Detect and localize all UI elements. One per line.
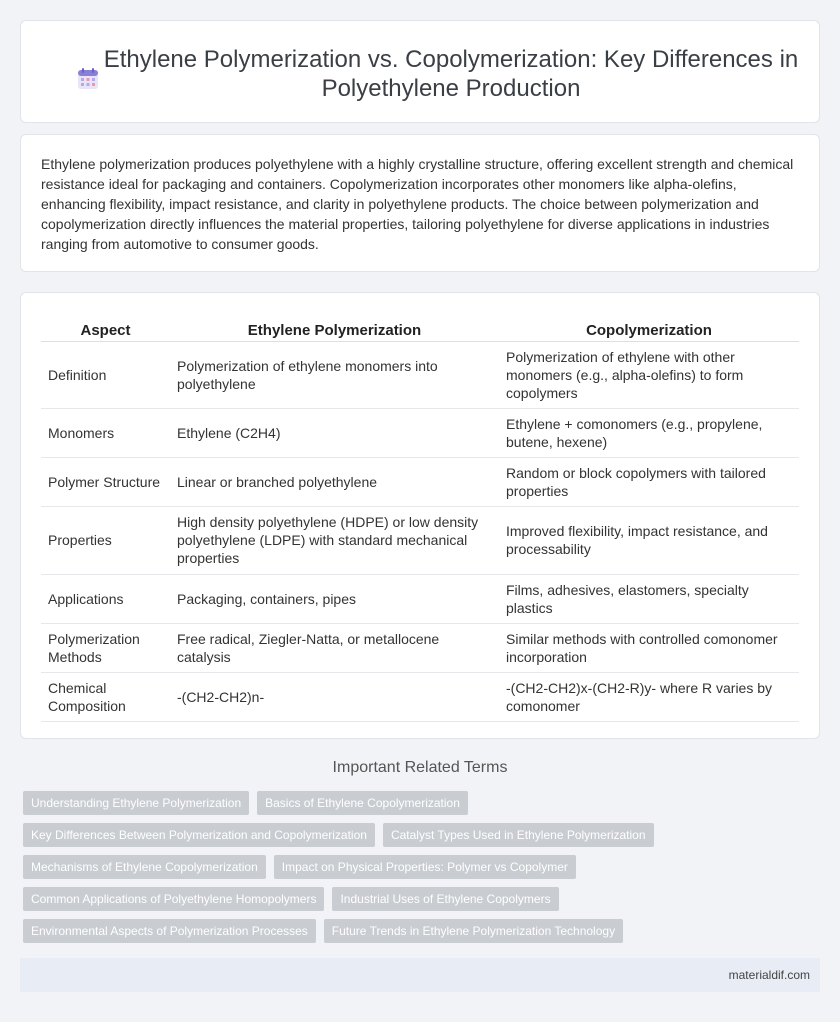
table-row (41, 672, 799, 721)
tag-row (23, 887, 663, 911)
row-polymerization: Polymerization of ethylene monomers into polyethylene (170, 341, 499, 408)
related-terms-list (23, 791, 663, 951)
table-row (41, 408, 799, 457)
tag-row (23, 919, 663, 943)
table-row (41, 457, 799, 506)
calendar-icon (76, 67, 100, 91)
table-row (41, 623, 799, 672)
row-copolymerization: Similar methods with controlled comonomer incorporation (499, 623, 799, 672)
related-term-link[interactable]: Environmental Aspects of Polymerization Processes (23, 919, 316, 943)
row-aspect: Chemical Composition (41, 672, 170, 721)
related-terms-heading: Important Related Terms (332, 759, 508, 776)
page-title: Ethylene Polymerization vs. Copolymerization: Key Differences in Polyethylene Production (103, 46, 799, 102)
related-term-link[interactable]: Understanding Ethylene Polymerization (23, 791, 249, 815)
row-polymerization: Ethylene (C2H4) (170, 408, 499, 457)
row-polymerization: Free radical, Ziegler-Natta, or metallocene catalysis (170, 623, 499, 672)
row-copolymerization: Ethylene + comonomers (e.g., propylene, butene, hexene) (499, 408, 799, 457)
related-term-link[interactable]: Common Applications of Polyethylene Homopolymers (23, 887, 324, 911)
row-aspect: Properties (41, 506, 170, 574)
row-copolymerization: Films, adhesives, elastomers, specialty plastics (499, 574, 799, 623)
row-copolymerization: Improved flexibility, impact resistance, and processability (499, 506, 799, 574)
comparison-table (41, 313, 799, 722)
footer (20, 958, 820, 992)
row-copolymerization: Polymerization of ethylene with other monomers (e.g., alpha-olefins) to form copolymers (499, 341, 799, 408)
tag-row (23, 791, 663, 815)
row-polymerization: Linear or branched polyethylene (170, 457, 499, 506)
intro-paragraph: Ethylene polymerization produces polyethylene with a highly crystalline structure, offering excellent strength and chemical resistance ideal for packaging and containers. Copolymerization incorporates other monomers like alpha-olefins, enhancing flexibility, impact resistance, and clarity in polyethylene products. The choice between polymerization and copolymerization directly influences the material properties, tailoring polyethylene for diverse applications in industries ranging from automotive to consumer goods. (41, 156, 794, 252)
intro-card (20, 134, 820, 272)
row-aspect: Applications (41, 574, 170, 623)
header-ethylene-polymerization: Ethylene Polymerization (170, 313, 499, 341)
table-row (41, 506, 799, 574)
title-card (20, 20, 820, 123)
related-term-link[interactable]: Key Differences Between Polymerization and Copolymerization (23, 823, 375, 847)
row-polymerization: High density polyethylene (HDPE) or low density polyethylene (LDPE) with standard mechanical properties (170, 506, 499, 574)
row-copolymerization: -(CH2-CH2)x-(CH2-R)y- where R varies by comonomer (499, 672, 799, 721)
tag-row (23, 823, 663, 847)
row-polymerization: -(CH2-CH2)n- (170, 672, 499, 721)
tag-row (23, 855, 663, 879)
related-term-link[interactable]: Basics of Ethylene Copolymerization (257, 791, 468, 815)
related-term-link[interactable]: Industrial Uses of Ethylene Copolymers (332, 887, 558, 911)
related-term-link[interactable]: Mechanisms of Ethylene Copolymerization (23, 855, 266, 879)
row-aspect: Polymerization Methods (41, 623, 170, 672)
row-aspect: Monomers (41, 408, 170, 457)
table-header-row (41, 313, 799, 341)
footer-site-name[interactable]: materialdif.com (728, 968, 810, 982)
related-term-link[interactable]: Impact on Physical Properties: Polymer vs Copolymer (274, 855, 576, 879)
row-polymerization: Packaging, containers, pipes (170, 574, 499, 623)
header-copolymerization: Copolymerization (499, 313, 799, 341)
row-copolymerization: Random or block copolymers with tailored properties (499, 457, 799, 506)
table-row (41, 341, 799, 408)
header-aspect: Aspect (41, 313, 170, 341)
comparison-card (20, 292, 820, 739)
row-aspect: Polymer Structure (41, 457, 170, 506)
related-term-link[interactable]: Future Trends in Ethylene Polymerization Technology (324, 919, 623, 943)
table-row (41, 574, 799, 623)
row-aspect: Definition (41, 341, 170, 408)
related-term-link[interactable]: Catalyst Types Used in Ethylene Polymerization (383, 823, 654, 847)
